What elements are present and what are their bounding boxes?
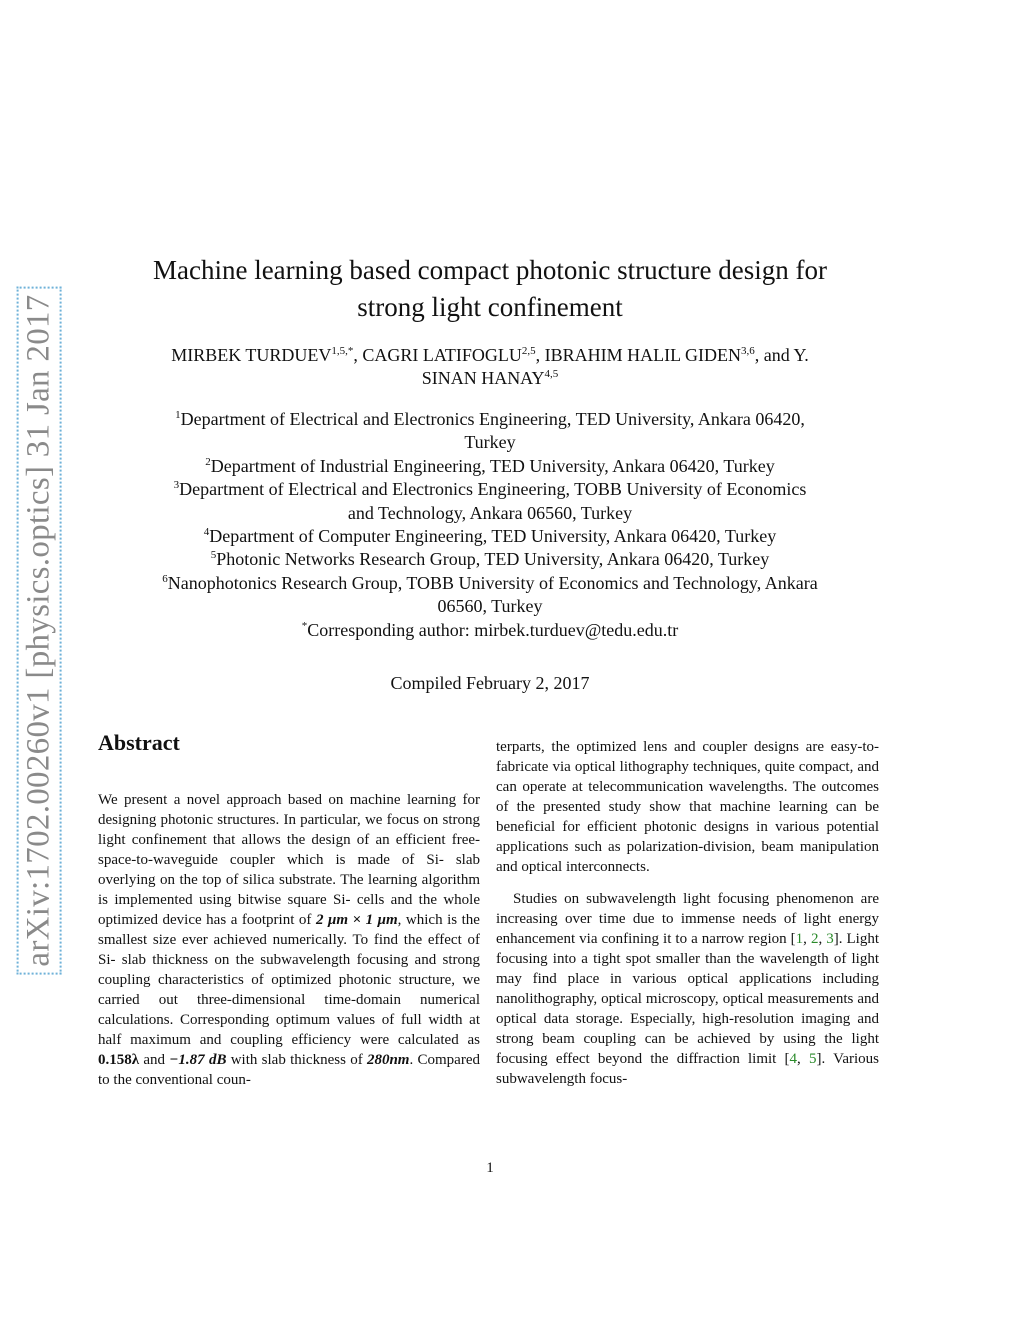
corresponding-email[interactable]: Corresponding author: mirbek.turduev@tedu.edu.tr bbox=[307, 619, 679, 640]
affiliation-5-text: Photonic Networks Research Group, TED University, Ankara 06420, Turkey bbox=[216, 549, 770, 570]
affiliation-5 bbox=[90, 548, 890, 571]
slab-thickness-value: 280nm bbox=[366, 1052, 410, 1068]
page-number: 1 bbox=[486, 1160, 494, 1176]
affiliation-3 bbox=[90, 478, 890, 501]
affiliation-2-marker: 2 bbox=[205, 455, 211, 468]
left-column bbox=[98, 790, 480, 1090]
affiliation-1-cont: Turkey bbox=[464, 432, 516, 453]
author-giden: , IBRAHIM HALIL GIDEN bbox=[535, 345, 741, 365]
citation-separator: , bbox=[803, 931, 811, 947]
corresponding-marker: * bbox=[301, 619, 308, 632]
author-turduev: MIRBEK TURDUEV bbox=[171, 345, 332, 365]
title-line-1: Machine learning based compact photonic structure design for bbox=[152, 255, 828, 285]
title-line-2: strong light confinement bbox=[357, 292, 623, 322]
author-and: , and Y. bbox=[754, 345, 809, 365]
citation-1[interactable]: 1 bbox=[795, 931, 804, 947]
intro-paragraph bbox=[496, 889, 879, 1089]
affiliation-6-marker: 6 bbox=[162, 572, 168, 585]
affiliation-4-marker: 4 bbox=[203, 526, 210, 539]
abstract-text-4: with slab thickness of bbox=[226, 1052, 367, 1068]
abstract-heading: Abstract bbox=[98, 730, 180, 755]
footprint-value: 2 μm × 1 μm bbox=[315, 912, 398, 928]
affiliation-2 bbox=[90, 455, 890, 478]
affiliation-4-text: Department of Computer Engineering, TED University, Ankara 06420, Turkey bbox=[209, 526, 777, 547]
author-hanay-affil: 4,5 bbox=[544, 368, 559, 380]
citation-4[interactable]: 4 bbox=[789, 1051, 798, 1067]
author-hanay: SINAN HANAY bbox=[421, 368, 545, 388]
intro-text-1: Studies on subwavelength light focusing phenomenon are increasing over time due to immense needs of light energy enhancement via confining it to a narrow region [ bbox=[496, 891, 879, 947]
affiliation-1-text: Department of Electrical and Electronics Engineering, TED University, Ankara 06420, bbox=[180, 409, 805, 429]
abstract-text-2: , which is the smallest size ever achieved numerically. To find the effect of Si- slab thickness on the subwavelength focusing and strong coupling characteristics of optimized photonic structure, we carried out three-dimensional time-domain numerical calculations. Corresponding optimum values of full width at half maximum and coupling efficiency were calculated as bbox=[98, 912, 480, 1048]
affiliation-3-marker: 3 bbox=[173, 479, 180, 492]
citation-separator: , bbox=[818, 931, 827, 947]
author-line-1 bbox=[90, 344, 890, 367]
abstract-body bbox=[98, 790, 480, 1090]
affiliation-5-marker: 5 bbox=[210, 549, 217, 562]
citation-separator: , bbox=[797, 1051, 809, 1067]
affiliation-2-text: Department of Industrial Engineering, TED University, Ankara 06420, Turkey bbox=[210, 455, 775, 476]
affiliation-4 bbox=[90, 525, 890, 548]
affiliation-list bbox=[90, 408, 890, 642]
arxiv-identifier[interactable]: arXiv:1702.00260v1 [physics.optics] 31 Jan 2017 bbox=[17, 286, 62, 974]
right-column bbox=[496, 737, 879, 1089]
paper-title bbox=[90, 252, 890, 326]
author-line-2 bbox=[90, 367, 890, 390]
affiliation-6-cont: 06560, Turkey bbox=[437, 596, 543, 617]
intro-text-3: ]. Various subwavelength focus- bbox=[496, 1051, 879, 1087]
arxiv-stamp bbox=[6, 280, 72, 980]
citation-3[interactable]: 3 bbox=[826, 931, 834, 947]
abstract-text-3: and bbox=[139, 1052, 170, 1068]
compiled-date: Compiled February 2, 2017 bbox=[390, 673, 590, 693]
coupling-efficiency-value: −1.87 dB bbox=[169, 1052, 227, 1068]
author-latifoglu: , CAGRI LATIFOGLU bbox=[353, 345, 522, 365]
abstract-text-5: . Compared to the conventional coun- bbox=[98, 1052, 480, 1088]
abstract-continuation: terparts, the optimized lens and coupler designs are easy-to-fabricate via optical lithography techniques, quite compact, and can operate at telecommunication wavelengths. The outcomes of the presented study show that machine learning can be beneficial for efficient photonic designs in various potential applications such as polarization-division, beam manipulation and optical interconnects. bbox=[496, 739, 879, 875]
affiliation-1-marker: 1 bbox=[175, 409, 181, 421]
citation-2[interactable]: 2 bbox=[810, 931, 819, 947]
author-list bbox=[90, 344, 890, 390]
affiliation-3-text: Department of Electrical and Electronics Engineering, TOBB University of Economics bbox=[179, 479, 807, 500]
author-turduev-affil: 1,5,* bbox=[331, 345, 354, 357]
affiliation-6-text: Nanophotonics Research Group, TOBB University of Economics and Technology, Ankara bbox=[167, 572, 818, 593]
affiliation-1 bbox=[90, 408, 890, 431]
corresponding-author bbox=[90, 619, 890, 642]
author-latifoglu-affil: 2,5 bbox=[521, 345, 536, 357]
affiliation-3-cont: and Technology, Ankara 06560, Turkey bbox=[347, 502, 633, 523]
fwhm-value: 0.158λ bbox=[98, 1052, 140, 1068]
abstract-text-1: We present a novel approach based on machine learning for designing photonic structures. In particular, we focus on strong light confinement that allows the design of an efficient free-space-to-waveguide coupler which is made of Si- slab overlying on the top of silica substrate. The learning algorithm is implemented using bitwise square Si- cells and the whole optimized device has a footprint of bbox=[98, 792, 480, 928]
citation-5[interactable]: 5 bbox=[809, 1051, 817, 1067]
intro-text-2: ]. Light focusing into a tight spot smaller than the wavelength of light may find place in various optical applications including nanolithography, optical microscopy, optical measurements and optical data storage. Especially, high-resolution imaging and strong beam coupling can be achieved by using the light focusing effect beyond the diffraction limit [ bbox=[496, 931, 879, 1067]
affiliation-6 bbox=[90, 572, 890, 595]
author-giden-affil: 3,6 bbox=[740, 345, 755, 357]
